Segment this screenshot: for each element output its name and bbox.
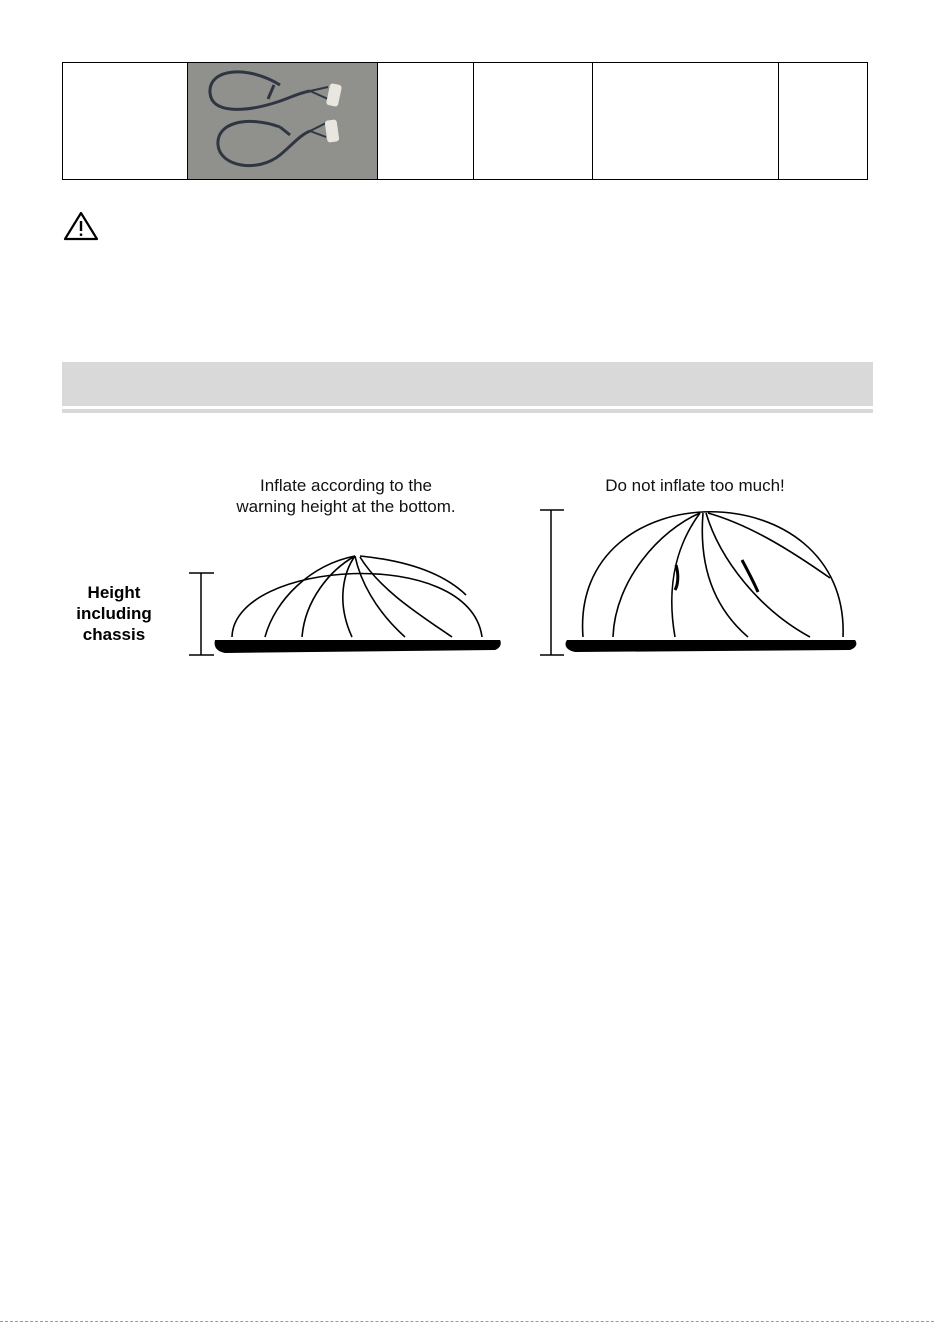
resistance-bands-photo (188, 63, 377, 179)
height-indicator-right (540, 510, 564, 655)
left-caption (216, 475, 476, 517)
right-caption: Do not inflate too much! (605, 476, 785, 495)
base-chassis-right (566, 640, 857, 652)
table-cell-notes (593, 63, 779, 180)
base-chassis-left (215, 640, 501, 653)
height-label-line: Height (87, 583, 141, 602)
page-bottom-rule (0, 1321, 934, 1322)
left-caption-line: warning height at the bottom. (236, 497, 456, 516)
height-label-line: chassis (82, 625, 146, 644)
height-label-line: including (76, 604, 152, 623)
table-cell-photo (188, 63, 378, 180)
table-row (63, 63, 868, 180)
section-header-bar (62, 362, 873, 406)
height-indicator-left (189, 573, 214, 655)
table-cell-extra (779, 63, 868, 180)
table-cell-qty (378, 63, 474, 180)
parts-table (62, 62, 868, 180)
table-cell-name (63, 63, 188, 180)
dome-correct (232, 556, 482, 637)
dome-overinflated (583, 512, 844, 637)
left-caption-line: Inflate according to the (259, 476, 432, 495)
table-cell-spec (474, 63, 593, 180)
section-divider (62, 409, 873, 413)
height-label (60, 582, 168, 645)
warning-triangle-icon (63, 211, 99, 241)
